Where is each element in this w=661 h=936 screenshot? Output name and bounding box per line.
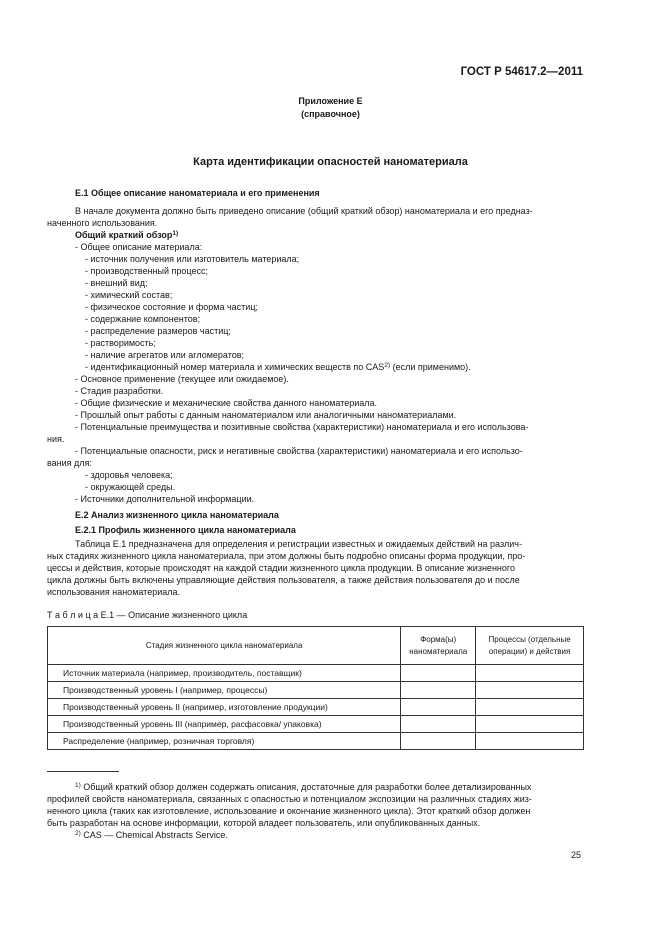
- page-number: 25: [570, 850, 581, 860]
- form-cell: [401, 716, 476, 733]
- table-caption: Т а б л и ц а Е.1 — Описание жизненного цикла: [47, 610, 248, 620]
- list-item: - производственный процесс;: [85, 266, 208, 276]
- form-cell: [401, 699, 476, 716]
- list-item: - Прошлый опыт работы с данным наноматериалом или аналогичными наноматериалами.: [75, 410, 457, 420]
- paragraph-line: ных стадиях жизненного цикла наноматериала, при этом должны быть подробно описаны форма продукции, про-: [47, 551, 526, 561]
- list-item: - Источники дополнительной информации.: [75, 494, 255, 504]
- section-e1-heading: Е.1 Общее описание наноматериала и его применения: [75, 188, 320, 198]
- hazards-line-1: - Потенциальные опасности, риск и негативные свойства (характеристики) наноматериала и его использо-: [75, 446, 523, 456]
- paragraph-line: использования наноматериала.: [47, 587, 181, 597]
- stage-cell: Источник материала (например, производитель, поставщик): [48, 665, 401, 682]
- form-cell: [401, 682, 476, 699]
- table-header-row: [48, 627, 584, 665]
- footnote-2: $^{2)}$ CAS — Chemical Abstracts Service.: [75, 830, 228, 840]
- stage-cell: Производственный уровень II (например, изготовление продукции): [48, 699, 401, 716]
- stage-cell: Производственный уровень I (например, процессы): [48, 682, 401, 699]
- form-cell: [401, 665, 476, 682]
- list-item: - наличие агрегатов или агломератов;: [85, 350, 245, 360]
- annex-note: (справочное): [301, 109, 360, 119]
- processes-cell: [476, 682, 584, 699]
- lifecycle-table: [47, 626, 584, 750]
- footnote-1-line: профилей свойств наноматериала, связанных с опасностью и потенциалом экспозиции на различных стадиях жиз-: [47, 794, 532, 804]
- list-item: - физическое состояние и форма частиц;: [85, 302, 258, 312]
- list-item: - растворимость;: [85, 338, 156, 348]
- paragraph-line: Таблица Е.1 предназначена для определения и регистрации известных и ожидаемых действий на различ-: [75, 539, 522, 549]
- processes-cell: [476, 733, 584, 750]
- standard-number: ГОСТ Р 54617.2—2011: [460, 66, 583, 78]
- header-stage: Стадия жизненного цикла наноматериала: [48, 627, 401, 665]
- processes-cell: [476, 716, 584, 733]
- cas-list-item: - идентификационный номер материала и химических веществ по CAS$^{2)}$ (если применимо).: [85, 362, 471, 372]
- footnote-1-line: ненного цикла (таких как изготовление, использование и окончание жизненного цикла). Этот краткий обзор должен: [47, 806, 531, 816]
- footnote-1-line: быть разработан на основе информации, которой владеет пользователь, или опубликованных данных.: [47, 818, 481, 828]
- list-item: - Основное применение (текущее или ожидаемое).: [75, 374, 289, 384]
- general-description-item: - Общее описание материала:: [75, 242, 203, 252]
- processes-cell: [476, 665, 584, 682]
- processes-cell: [476, 699, 584, 716]
- paragraph-line: цикла должны быть включены управляющие действия пользователя, а также действия пользователя до и после: [47, 575, 520, 585]
- footnote-1-line: $^{1)}$ Общий краткий обзор должен содержать описания, достаточные для разработки более детализированных: [75, 782, 532, 792]
- footnote-divider: [47, 771, 119, 772]
- positive-properties-line-2: ния.: [47, 434, 65, 444]
- overview-label: Общий краткий обзор$^{1)}$: [75, 230, 179, 240]
- list-item: - внешний вид;: [85, 278, 148, 288]
- table-row: [48, 716, 584, 733]
- intro-line-2: наченного использования.: [47, 218, 158, 228]
- table-row: [48, 733, 584, 750]
- intro-line-1: В начале документа должно быть приведено описание (общий краткий обзор) наноматериала и его предназ-: [75, 206, 533, 216]
- list-item: - окружающей среды.: [85, 482, 176, 492]
- stage-cell: Производственный уровень III (например, расфасовка/ упаковка): [48, 716, 401, 733]
- table-row: [48, 665, 584, 682]
- table-row: [48, 699, 584, 716]
- stage-cell: Распределение (например, розничная торговля): [48, 733, 401, 750]
- header-processes: Процессы (отдельные операции) и действия: [476, 627, 584, 665]
- annex-title: Приложение Е: [298, 96, 363, 106]
- document-title: Карта идентификации опасностей наноматериала: [193, 156, 468, 168]
- list-item: - здоровья человека;: [85, 470, 173, 480]
- list-item: - распределение размеров частиц;: [85, 326, 231, 336]
- paragraph-line: цессы и действия, которые происходят на каждой стадии жизненного цикла продукции. В описание жизненного: [47, 563, 515, 573]
- section-e2-heading: Е.2 Анализ жизненного цикла наноматериала: [75, 510, 279, 520]
- hazards-line-2: вания для:: [47, 458, 92, 468]
- table-row: [48, 682, 584, 699]
- list-item: - химический состав;: [85, 290, 173, 300]
- list-item: - Общие физические и механические свойства данного наноматериала.: [75, 398, 378, 408]
- list-item: - источник получения или изготовитель материала;: [85, 254, 300, 264]
- list-item: - Стадия разработки.: [75, 386, 164, 396]
- positive-properties-line-1: - Потенциальные преимущества и позитивные свойства (характеристики) наноматериала и его использова-: [75, 422, 529, 432]
- header-form: Форма(ы) наноматериала: [401, 627, 476, 665]
- section-e21-heading: Е.2.1 Профиль жизненного цикла наноматериала: [75, 525, 296, 535]
- list-item: - содержание компонентов;: [85, 314, 201, 324]
- form-cell: [401, 733, 476, 750]
